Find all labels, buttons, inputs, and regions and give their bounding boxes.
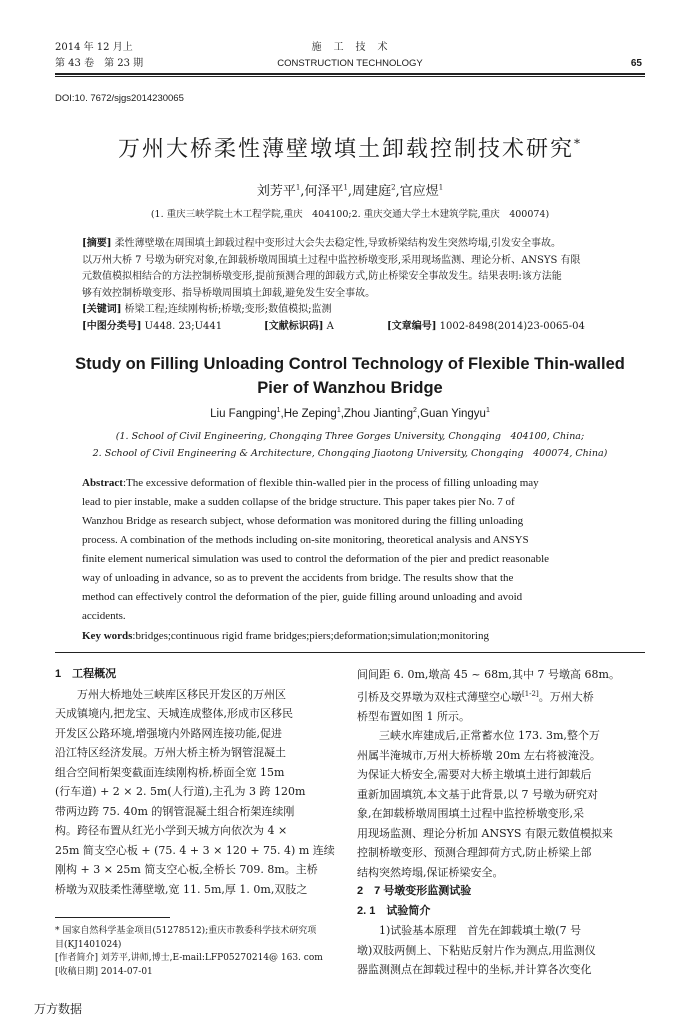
section-divider (55, 652, 645, 653)
body-line: 桥墩为双肢柔性薄壁墩,宽 11. 5m,厚 1. 0m,双肢之 (55, 882, 308, 896)
title-en (0, 352, 700, 400)
abstract-cn (82, 236, 622, 336)
header-journal-en: CONSTRUCTION TECHNOLOGY (277, 58, 423, 69)
affiliation-en-2: 2. School of Civil Engineering & Architecture, Chongqing Jiaotong University, Chongqing 400074, China) (92, 448, 608, 459)
citation: [1-2] (522, 689, 539, 698)
body-line: 刚构 + 3 × 25m 简支空心板,全桥长 709. 8m。主桥 (55, 863, 318, 876)
page-number: 65 (630, 58, 642, 69)
left-column (55, 665, 338, 899)
footnote-line: [收稿日期] 2014-07-01 (55, 966, 153, 977)
abstract-cn-line: 元数值模拟相结合的方法控制桥墩变形,提前预测合理的卸载方式,防止桥梁安全事故发生。结果表明:该方法能 (82, 271, 562, 282)
section-heading-1: 1 工程概况 (55, 668, 117, 680)
body-text: 引桥及交界墩为双柱式薄壁空心墩 (357, 690, 522, 704)
classification-row (82, 319, 622, 336)
abstract-en-line: :The excessive deformation of flexible thin-walled pier in the process of filling unloading may (122, 477, 539, 489)
affiliation-en-1: (1. School of Civil Engineering, Chongqing Three Gorges University, Chongqing 404100, China; (115, 431, 585, 442)
footnote-line: [作者简介] 刘芳平,讲师,博士,E-mail:LFP05270214@ 163. com (55, 953, 323, 963)
body-line: 间间距 6. 0m,墩高 45 ~ 68m,其中 7 号墩高 68m。 (357, 668, 620, 681)
clc-value: U448. 23;U441 (144, 320, 223, 332)
authors-en: Liu Fangping$^1$,He Zeping$^1$,Zhou Jianting$^2$,Guan Yingyu$^1$ (210, 407, 490, 420)
section-heading-2-1: 2. 1 试验简介 (357, 904, 431, 917)
author-en: He Zeping (283, 407, 337, 420)
abstract-en-line: process. A combination of the methods including on-site monitoring, theoretical analysis and ANSYS (82, 534, 529, 546)
body-line: 带两边跨 75. 40m 的钢管混凝土组合桁架连续刚 (55, 804, 295, 818)
body-line: 天成镇境内,把龙宝、天城连成整体,形成市区移民 (55, 707, 293, 720)
body-line: 为保证大桥安全,需要对大桥主墩填土进行卸载后 (357, 768, 592, 782)
body-line: 州属半淹城市,万州大桥桥墩 20m 左右将被淹没。 (357, 748, 601, 762)
abstract-en-line: finite element numerical simulation was used to control the deformation of the pier and predict reasonable (82, 553, 550, 565)
body-line: 结构突然垮塌,保证桥梁安全。 (357, 865, 504, 879)
body-line: 桥型布置如图 1 所示。 (357, 709, 470, 723)
keywords-cn: 桥梁工程;连续刚构桥;桥墩;变形;数值模拟;监测 (124, 304, 332, 315)
body-line: 墩)双肢两侧上、下粘贴反射片作为测点,用监测仪 (357, 943, 596, 957)
keywords-en-text: :bridges;continuous rigid frame bridges;piers;deformation;simulation;monitoring (132, 630, 489, 642)
abstract-en-line: lead to pier instable, make a sudden collapse of the bridge structure. This paper takes pier No. 7 of (82, 496, 515, 508)
author-en: Liu Fangping (210, 407, 277, 420)
header-volume: 第 43 卷 第 23 期 (55, 58, 144, 69)
doi: DOI:10. 7672/sjgs2014230065 (55, 93, 184, 104)
article-no-label: [文章编号] (387, 320, 437, 332)
abstract-en-line: Wanzhou Bridge as research subject, whose deformation was monitored during the filling unloading (82, 515, 524, 527)
author-aff-mark: 1 (343, 183, 348, 192)
keywords-cn-label: [关键词] (82, 304, 122, 315)
author-cn: 何泽平 (304, 184, 344, 199)
header-rule-thin (55, 76, 645, 77)
footnote-rule (55, 917, 170, 918)
title-cn (0, 132, 700, 163)
section-heading-2: 2 7 号墩变形监测试验 (357, 885, 472, 898)
header-date: 2014 年 12 月上 (55, 42, 133, 53)
affiliations-cn: (1. 重庆三峡学院土木工程学院,重庆 404100;2. 重庆交通大学土木建筑学院,重庆 400074) (150, 209, 550, 220)
author-aff-mark: 1 (336, 407, 341, 414)
right-column (357, 665, 645, 980)
body-line: 1)试验基本原理 首先在卸载填土墩(7 号 (357, 924, 582, 938)
footnotes (55, 925, 345, 979)
abstract-en-line: method can effectively control the deformation of the pier, guide filling around unloading and avoid (82, 591, 523, 603)
abstract-en-line: accidents. (82, 610, 126, 622)
abstract-cn-line: 够有效控制桥墩变形、指导桥墩周围填土卸载,避免发生安全事故。 (82, 287, 376, 299)
author-aff-mark: 1 (438, 183, 444, 192)
author-cn: 刘芳平 (256, 184, 296, 199)
doc-code-value: A (326, 320, 334, 332)
abstract-cn-line: 以万州大桥 7 号墩为研究对象,在卸载桥墩周围填土过程中监控桥墩变形,采用现场监测、理论分析、ANSYS 有限 (82, 254, 581, 266)
author-aff-mark: 2 (391, 183, 396, 192)
abstract-en (82, 474, 622, 626)
header-journal-cn: 施 工 技 术 (311, 42, 389, 53)
body-line: 沿江特区经济发展。万州大桥主桥为钢管混凝土 (55, 746, 286, 759)
body-line: 象,在卸载桥墩周围填土过程中监控桥墩变形,采 (357, 807, 584, 821)
author-aff-mark: 1 (485, 407, 490, 414)
abstract-en-label: Abstract (82, 477, 123, 489)
title-footnote-mark: * (574, 136, 582, 151)
body-line: 器监测测点在卸载过程中的坐标,并计算各次变化 (357, 963, 592, 977)
abstract-cn-label: [摘要] (82, 238, 112, 249)
title-en-line: Study on Filling Unloading Control Technology of Flexible Thin-walled (75, 355, 625, 373)
clc-label: [中图分类号] (82, 320, 142, 332)
keywords-en-label: Key words (82, 630, 133, 642)
author-aff-mark: 2 (412, 407, 417, 414)
body-line (357, 685, 645, 707)
keywords-en (82, 630, 642, 642)
body-text: 。万州大桥 (538, 690, 594, 704)
body-line: 25m 简支空心板 + (75. 4 + 3 × 120 + 75. 4) m 连续 (55, 843, 335, 857)
author-cn: 官应煜 (399, 184, 439, 199)
title-cn-text: 万州大桥柔性薄壁墩填土卸载控制技术研究 (117, 137, 574, 162)
abstract-en-line: way of unloading in advance, so as to prevent the accidents from bridge. The results show that the (82, 572, 514, 584)
body-line: 重新加固填筑,本文基于此背景,以 7 号墩为研究对 (357, 787, 598, 801)
author-en: Zhou Jianting (343, 407, 413, 420)
body-line: 用现场监测、理论分析加 ANSYS 有限元数值模拟来 (357, 826, 613, 840)
footnote-line: 目(KJ1401024) (55, 939, 122, 950)
body-line: (行车道) + 2 × 2. 5m(人行道),主孔为 3 跨 120m (55, 785, 306, 798)
body-line: 万州大桥地处三峡库区移民开发区的万州区 (55, 687, 286, 701)
author-cn: 周建庭 (352, 184, 392, 199)
author-aff-mark: 1 (276, 407, 281, 414)
authors-cn: 刘芳平$^1$,何泽平$^1$,周建庭$^2$,官应煜$^1$ (256, 183, 444, 199)
doc-code-label: [文献标识码] (264, 320, 324, 332)
body-line: 开发区公路环境,增强境内外路网连接功能,促进 (55, 726, 282, 740)
article-no-value: 1002-8498(2014)23-0065-04 (439, 320, 585, 332)
abstract-cn-line: 柔性薄壁墩在周围填土卸载过程中变形过大会失去稳定性,导致桥梁结构发生突然垮塌,引发安全事故。 (114, 238, 562, 249)
body-line: 组合空间桁架变截面连续刚构桥,桥面全宽 15m (55, 765, 285, 779)
body-line: 三峡水库建成后,正常蓄水位 173. 3m,整个万 (357, 729, 600, 743)
header-rule (55, 73, 645, 75)
body-line: 控制桥墩变形、预测合理卸荷方式,防止桥梁上部 (357, 846, 592, 860)
watermark: 万方数据 (34, 1002, 83, 1016)
author-aff-mark: 1 (295, 183, 301, 192)
title-en-line: Pier of Wanzhou Bridge (257, 379, 443, 397)
body-line: 构。跨径布置从红光小学到天城方向依次为 4 × (55, 824, 288, 837)
author-en: Guan Yingyu (420, 407, 486, 420)
footnote-line: * 国家自然科学基金项目(51278512);重庆市教委科学技术研究项 (55, 926, 317, 936)
